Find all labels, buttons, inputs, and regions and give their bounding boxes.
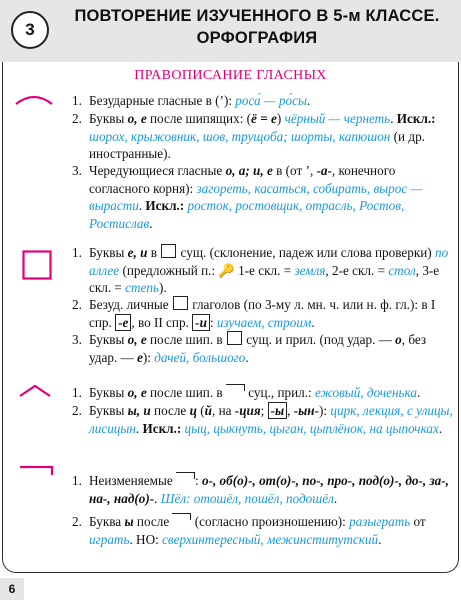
caret-icon bbox=[18, 384, 52, 398]
example-text: по аллее bbox=[89, 245, 449, 278]
rule-text: после шип. в bbox=[146, 332, 226, 347]
rule-text: Неизменяемые bbox=[89, 473, 176, 488]
rule-text: : bbox=[209, 314, 217, 330]
rule-text: , без удар. — bbox=[89, 332, 427, 365]
letter-highlight: е, и bbox=[127, 245, 148, 260]
list-item bbox=[72, 244, 454, 297]
rule-text: от bbox=[410, 514, 426, 529]
letter-highlight: о, е bbox=[127, 332, 147, 347]
rule-text: ). bbox=[159, 280, 167, 295]
rule-text: . bbox=[438, 420, 443, 436]
example-text: дачей, большого bbox=[154, 349, 246, 365]
example-text: ежовый, доченька bbox=[315, 385, 417, 400]
rule-text: глаголов (по 3-му л. мн. ч. или н. ф. гл.): в I спр. bbox=[89, 297, 436, 330]
example-text: стол bbox=[388, 262, 416, 278]
rule-text: после шипящих: ( bbox=[146, 111, 252, 126]
rule-text: (согласно произношению): bbox=[191, 514, 350, 529]
list-item-number: 1. bbox=[72, 93, 82, 108]
list-item bbox=[72, 384, 454, 402]
rule-text: , bbox=[309, 163, 317, 178]
rule-text: Буквы bbox=[89, 111, 128, 126]
rule-text: . bbox=[378, 531, 382, 547]
example-text: цирк, лекция, с улицы, лисицын bbox=[89, 403, 453, 436]
list-item bbox=[72, 402, 454, 437]
list-item bbox=[72, 331, 454, 366]
ending-square-icon bbox=[161, 244, 176, 258]
rule-text: ( bbox=[196, 403, 205, 418]
rule-text: после шип. в bbox=[146, 385, 226, 400]
letter-highlight: е bbox=[137, 349, 143, 365]
arc-icon bbox=[14, 92, 54, 106]
rule-text: , конечного согласного корня): bbox=[89, 163, 396, 196]
list-item-text bbox=[72, 110, 454, 163]
list-item-text bbox=[72, 244, 454, 297]
list-item-text bbox=[72, 331, 454, 366]
dash-icon bbox=[18, 463, 54, 477]
ending-square-icon bbox=[173, 296, 188, 310]
letter-highlight: -ция bbox=[234, 403, 261, 418]
rule-text: . НО: bbox=[129, 531, 163, 547]
letter-highlight: о, а; и, е bbox=[225, 163, 273, 178]
example-text: роса́ — ро́сы bbox=[235, 93, 307, 108]
letter-highlight: ц bbox=[189, 403, 197, 418]
exception-label: Искл.: bbox=[145, 198, 185, 213]
rule-text: Буквы bbox=[89, 403, 128, 418]
page-header bbox=[0, 0, 461, 62]
rule-text: ʼ bbox=[219, 93, 224, 108]
rule-text: . bbox=[416, 385, 421, 400]
prefix-corner-icon bbox=[226, 384, 245, 391]
rule-text: (предложный п.: 🔑 1-е скл. = bbox=[119, 262, 295, 278]
letter-highlight: ы bbox=[124, 514, 134, 529]
rule-text: после bbox=[150, 403, 190, 418]
rule-text: Буквы bbox=[89, 385, 128, 400]
list-item-text bbox=[72, 513, 454, 548]
rule-text: (от bbox=[285, 163, 306, 178]
rule-text: Безуд. личные bbox=[89, 297, 172, 312]
rule-text: . bbox=[333, 490, 338, 506]
list-item-number: 2. bbox=[72, 111, 82, 126]
letter-highlight: о, е bbox=[127, 385, 147, 400]
rule-text: после bbox=[133, 514, 173, 529]
example-text: Шёл: отошёл, пошёл, подошёл bbox=[160, 490, 334, 506]
list-item-text bbox=[72, 162, 454, 232]
list-item bbox=[72, 472, 454, 507]
list-item bbox=[72, 92, 454, 110]
exception-label: Искл.: bbox=[396, 111, 436, 126]
example-text: разыграть bbox=[349, 514, 411, 529]
rule-text: ): bbox=[142, 349, 155, 365]
rule-text: Буква bbox=[89, 514, 125, 529]
letter-highlight: ё = е bbox=[251, 111, 277, 126]
list-item-text bbox=[72, 384, 454, 402]
rule-text: ʼ bbox=[305, 163, 310, 178]
section-title: ПРАВОПИСАНИЕ ГЛАСНЫХ bbox=[134, 68, 327, 83]
page-title bbox=[58, 5, 456, 49]
rule-text: , во II спр. bbox=[131, 314, 193, 330]
example-text: изучаем, строим bbox=[216, 314, 312, 330]
ending-box: -ы bbox=[268, 402, 288, 419]
rule-text: ( bbox=[215, 93, 220, 108]
rule-text: (и др. иностранные). bbox=[89, 128, 425, 161]
rule-text: : bbox=[195, 473, 202, 488]
example-text: цыц, цыкнуть, цыган, цыплёнок, на цыпочках bbox=[184, 420, 439, 436]
letter-highlight: -ын- bbox=[293, 403, 320, 418]
rule-text: Буквы bbox=[89, 245, 128, 260]
chapter-number-badge: 3 bbox=[11, 11, 49, 49]
letter-highlight: -а- bbox=[316, 163, 332, 178]
list-item bbox=[72, 110, 454, 163]
example-text: загореть, касаться, собирать, вырос — вырасти bbox=[89, 180, 423, 213]
rule-text: , 2-е скл. = bbox=[325, 262, 389, 278]
letter-highlight: ы, и bbox=[127, 403, 151, 418]
rule-text: . bbox=[138, 198, 146, 213]
rule-text: в bbox=[272, 163, 286, 178]
rule-text: ): bbox=[319, 403, 331, 418]
square-icon bbox=[22, 250, 52, 280]
ending-square-icon bbox=[227, 331, 242, 345]
letter-highlight: й bbox=[204, 403, 212, 418]
rule-text: Буквы bbox=[89, 332, 128, 347]
example-text: земля bbox=[294, 262, 326, 278]
rule-text: , 3-е скл. = bbox=[89, 262, 440, 295]
list-item-number: 3. bbox=[72, 332, 82, 347]
list-item-number: 1. bbox=[72, 473, 82, 488]
letter-highlight: о-, об(о)-, от(о)-, по-, про-, под(о)-, до-, за-, на-, над(о)- bbox=[89, 473, 449, 506]
list-item-number: 2. bbox=[72, 514, 82, 529]
rule-text: в bbox=[147, 245, 161, 260]
letter-highlight: о, е bbox=[127, 111, 147, 126]
rule-text: . bbox=[311, 314, 315, 330]
list-item-text bbox=[72, 92, 454, 110]
list-item bbox=[72, 162, 454, 232]
rule-text: сущ. (склонение, падеж или слова проверки) bbox=[177, 245, 435, 260]
exception-label: Искл.: bbox=[142, 420, 182, 436]
page-title-line-1: ПОВТОРЕНИЕ ИЗУЧЕННОГО В 5-м КЛАССЕ. bbox=[74, 7, 440, 25]
page-number: 6 bbox=[0, 578, 24, 600]
example-text: чёрный — чернеть bbox=[284, 111, 391, 126]
list-item-number: 1. bbox=[72, 245, 82, 260]
rule-text: ): bbox=[223, 93, 236, 108]
list-item-number: 3. bbox=[72, 163, 82, 178]
list-item-text bbox=[72, 472, 454, 507]
prefix-corner-icon bbox=[176, 472, 195, 479]
example-text: шорох, крыжовник, шов, трущоба; шорты, капюшон bbox=[89, 128, 391, 144]
rule-text: . bbox=[245, 349, 249, 365]
ending-box: -и bbox=[192, 314, 210, 331]
example-text: росток, ростовщик, отрасль, Ростов, Ростислав bbox=[89, 198, 405, 231]
rule-text: ; bbox=[260, 403, 268, 418]
example-text: сверхинтересный, межинститутский bbox=[162, 531, 379, 547]
letter-highlight: о bbox=[395, 332, 402, 347]
rule-text: , bbox=[287, 403, 294, 418]
list-item bbox=[72, 513, 454, 548]
rule-text: Чередующиеся гласные bbox=[89, 163, 226, 178]
list-item-text bbox=[72, 296, 454, 331]
rule-text: . bbox=[149, 215, 153, 231]
rule-text: . bbox=[390, 111, 397, 126]
list-item-text bbox=[72, 402, 454, 437]
rule-text: . bbox=[306, 93, 311, 108]
rule-text: сущ. и прил. (под удар. — bbox=[242, 332, 396, 347]
list-item-number: 2. bbox=[72, 403, 82, 418]
rule-text: , на bbox=[211, 403, 235, 418]
rule-text: . bbox=[154, 490, 161, 506]
rule-text: . bbox=[135, 420, 143, 436]
example-text: играть bbox=[89, 531, 130, 547]
prefix-corner-icon bbox=[172, 513, 191, 520]
rule-text: ) bbox=[276, 111, 285, 126]
list-item bbox=[72, 296, 454, 331]
rule-text: суц., прил.: bbox=[244, 385, 316, 400]
rule-text: Безударные гласные в bbox=[89, 93, 216, 108]
list-item-number: 2. bbox=[72, 297, 82, 312]
ending-box: -е bbox=[115, 314, 131, 331]
list-item-number: 1. bbox=[72, 385, 82, 400]
page-title-line-2: ОРФОГРАФИЯ bbox=[196, 29, 318, 47]
example-text: степь bbox=[125, 280, 159, 295]
